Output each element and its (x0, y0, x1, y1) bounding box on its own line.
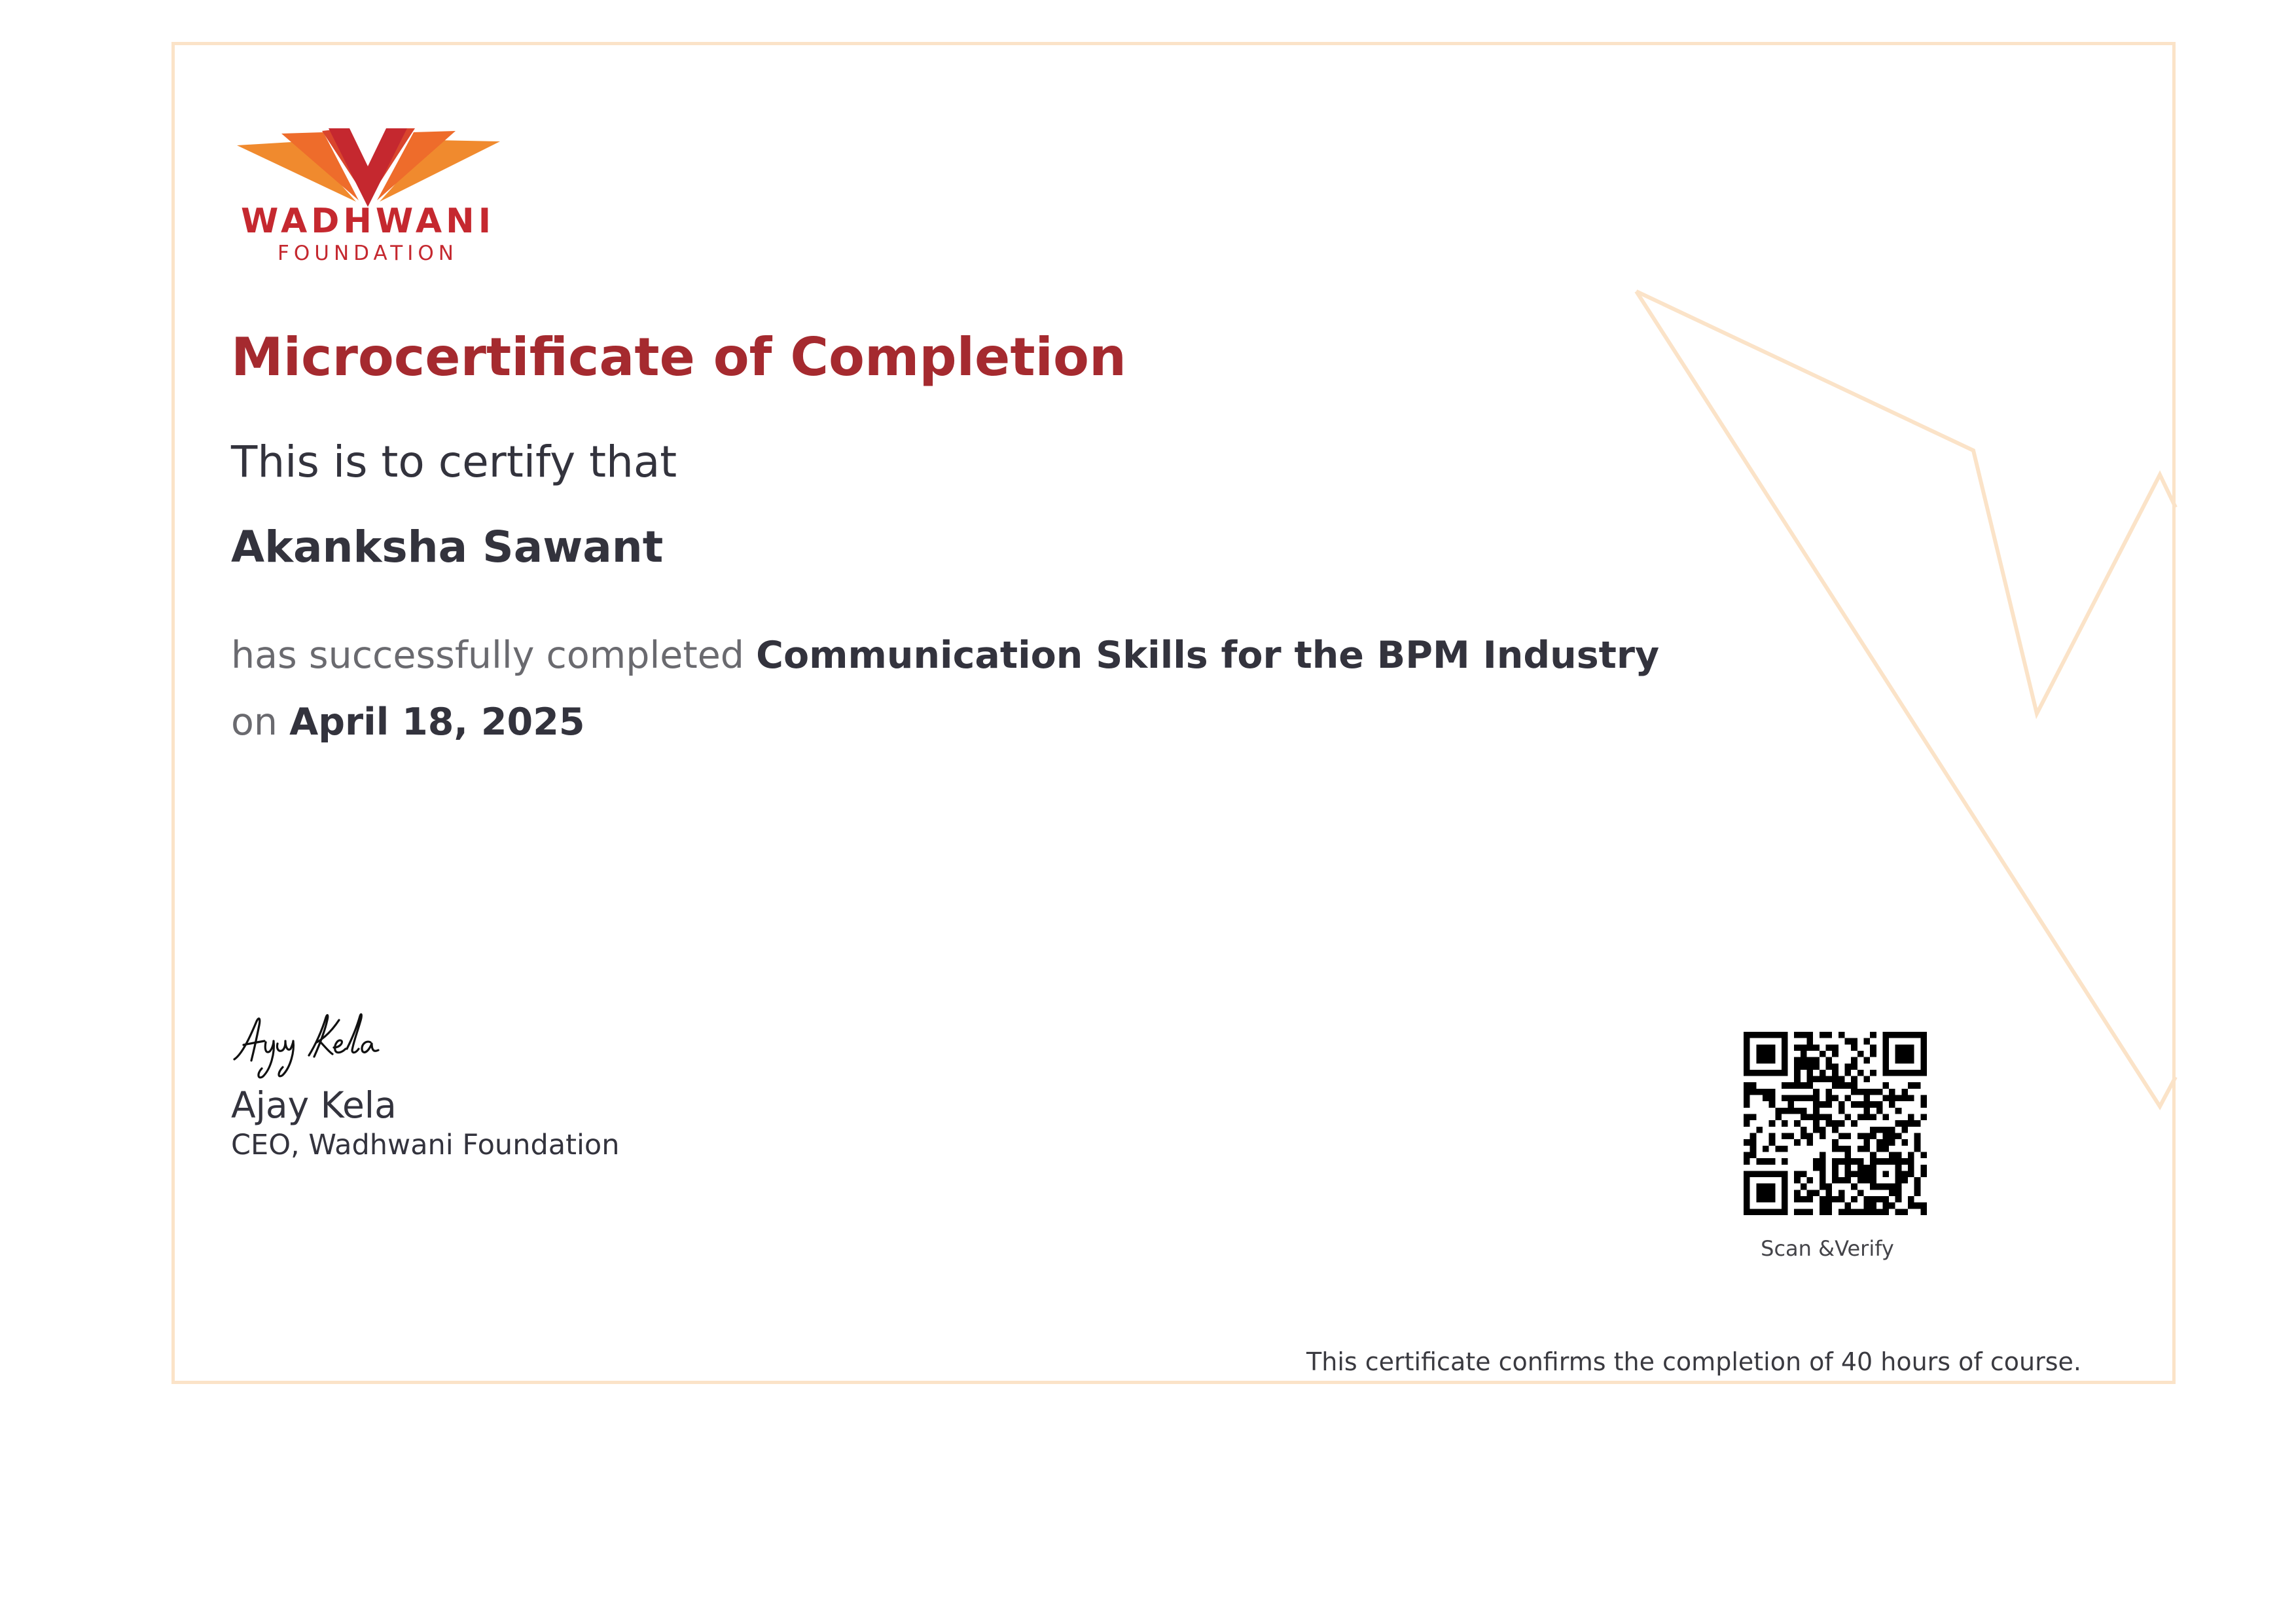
certificate-title: Microcertificate of Completion (231, 327, 1126, 388)
logo-subtitle: FOUNDATION (278, 242, 458, 265)
completion-date-line (231, 702, 585, 743)
date-prefix: on (231, 701, 278, 744)
recipient-name: Akanksha Sawant (231, 522, 664, 572)
completion-statement (231, 635, 1659, 676)
certify-text: This is to certify that (231, 437, 677, 487)
signatory-name: Ajay Kela (231, 1084, 397, 1126)
completed-prefix: has successfully completed (231, 634, 744, 677)
logo-wordmark: WADHWANI (240, 202, 495, 241)
course-hours-note: This certificate confirms the completion of 40 hours of course. (1306, 1347, 2081, 1376)
signatory-title: CEO, Wadhwani Foundation (231, 1129, 620, 1161)
signature-image (230, 1008, 387, 1080)
scan-verify-caption: Scan &Verify (1761, 1236, 1894, 1261)
qr-code-icon[interactable] (1744, 1032, 1927, 1215)
course-name: Communication Skills for the BPM Industry (756, 634, 1660, 677)
completion-date: April 18, 2025 (289, 701, 585, 744)
